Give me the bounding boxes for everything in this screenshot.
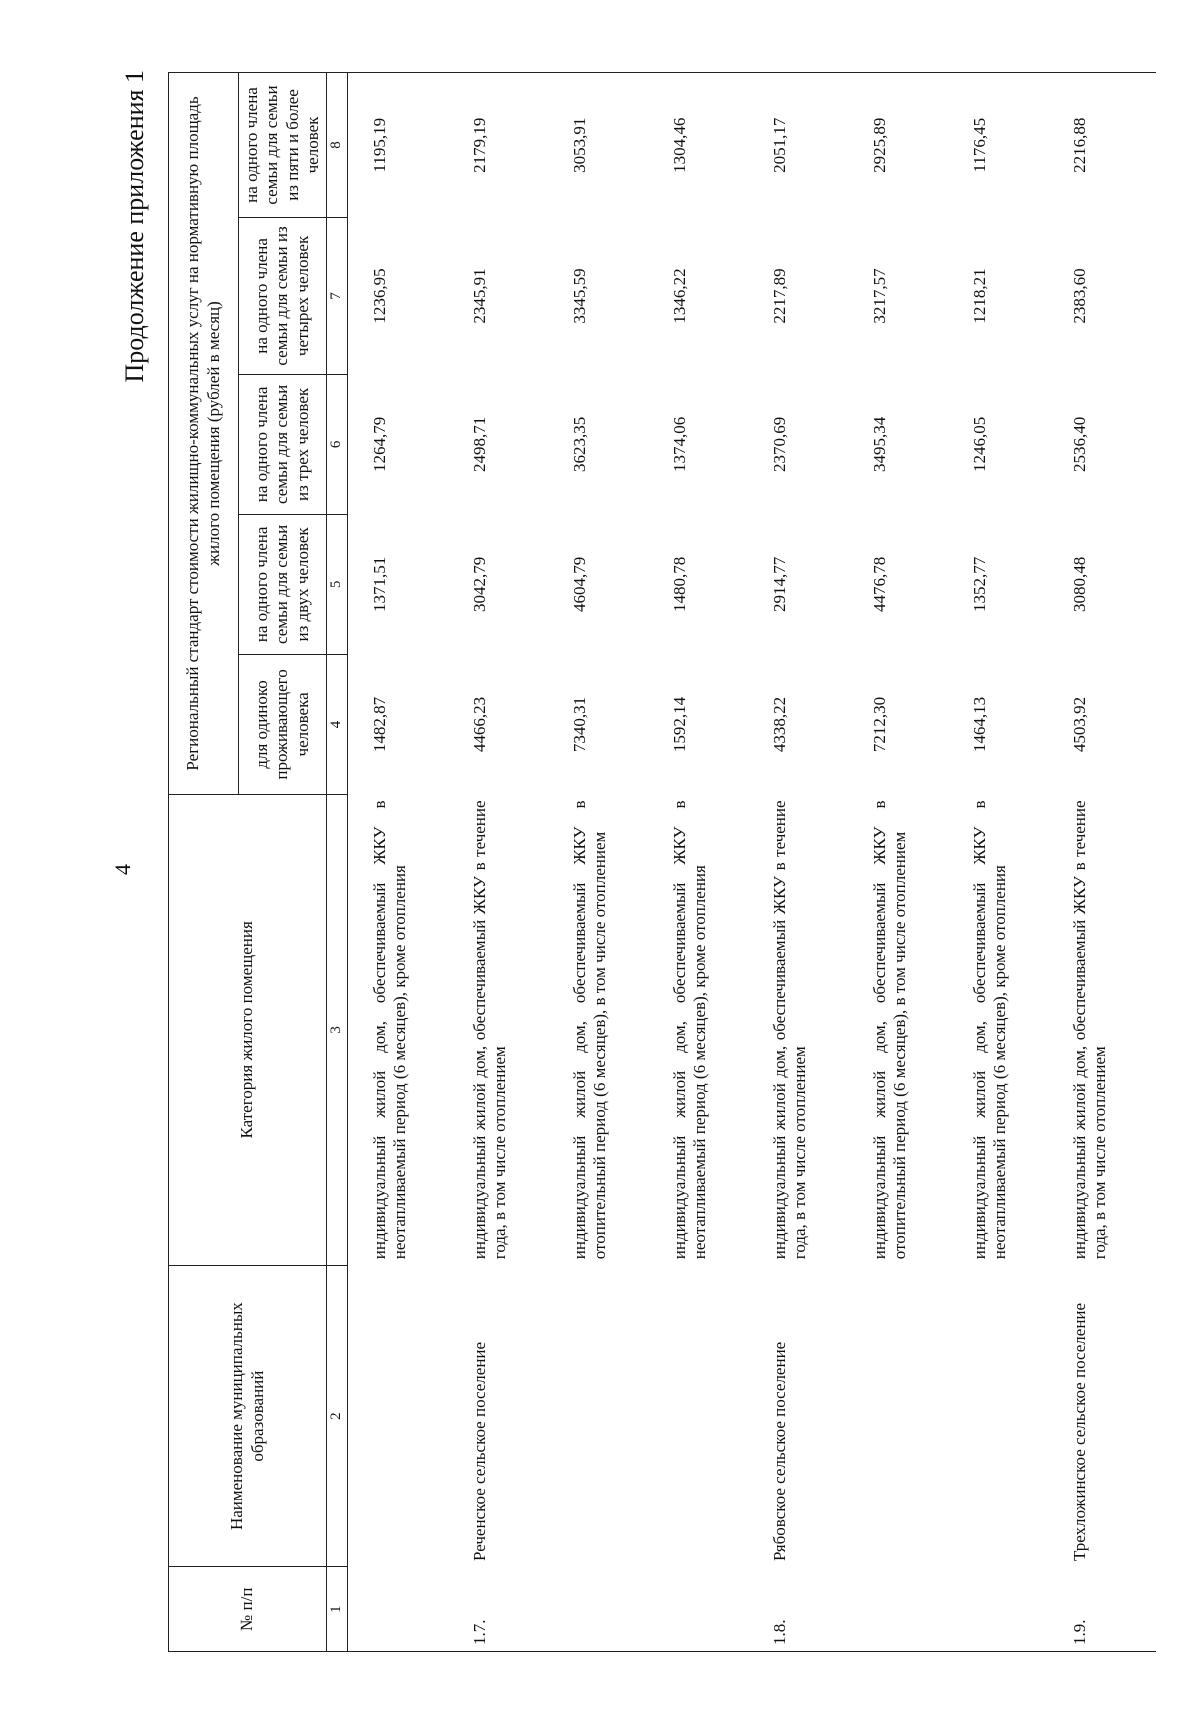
value-four: 2217,89 (769, 268, 789, 324)
municipality-name (856, 1265, 956, 1567)
column-number: 7 (327, 217, 348, 374)
housing-category: индивидуальный жилой дом, обеспечиваемый ЖКУ в неотапливаемый период (6 месяцев), кроме отопления (369, 800, 409, 1260)
value-five-plus: 1195,19 (356, 73, 456, 218)
value-five-plus: 2925,89 (856, 73, 956, 218)
municipality-name (356, 1265, 456, 1567)
header-name: Наименование муниципальных образований (169, 1265, 327, 1567)
value-five-plus: 1176,45 (956, 73, 1056, 218)
value-three: 2536,40 (1069, 416, 1089, 473)
column-number: 6 (327, 374, 348, 514)
header-col8: на одного члена семьи для семьи из пяти и более человек (239, 73, 327, 218)
value-two: 4476,78 (869, 556, 889, 613)
municipality-name (956, 1265, 1056, 1567)
housing-category: индивидуальный жилой дом, обеспечиваемый ЖКУ в отопительный период (6 месяцев), в том числе отоплением (869, 800, 909, 1260)
value-four: 1346,22 (669, 268, 689, 324)
housing-category: индивидуальный жилой дом, обеспечиваемый ЖКУ в неотапливаемый период (6 месяцев), кроме отопления (969, 800, 1009, 1260)
value-two: 3080,48 (1069, 556, 1089, 613)
table-row (656, 73, 756, 1652)
value-single: 7340,31 (569, 696, 589, 753)
row-number (956, 1567, 1056, 1652)
row-number: 1.9. (1056, 1567, 1156, 1652)
municipality-name (556, 1265, 656, 1567)
municipality-name: Реченское сельское поселение (469, 1341, 489, 1561)
column-number-row (327, 73, 348, 1652)
value-three: 2498,71 (469, 416, 489, 473)
row-number: 1.8. (756, 1567, 856, 1652)
value-four: 1236,95 (369, 268, 389, 324)
header-standard: Региональный стандарт стоимости жилищно-коммунальных услуг на нормативную площадь жилого помещения (рублей в месяц) (169, 73, 239, 795)
value-five-plus: 2179,19 (456, 73, 556, 218)
row-number (556, 1567, 656, 1652)
value-single: 4503,92 (1069, 696, 1089, 753)
table-row (1056, 73, 1156, 1652)
housing-category: индивидуальный жилой дом, обеспечиваемый ЖКУ в течение года, в том числе отоплением (769, 800, 809, 1260)
table-row (556, 73, 656, 1652)
header-col5: на одного члена семьи для семьи из двух человек (239, 514, 327, 654)
value-single: 7212,30 (869, 696, 889, 753)
value-four: 1218,21 (969, 268, 989, 324)
value-three: 1374,06 (669, 416, 689, 473)
value-five-plus: 3053,91 (556, 73, 656, 218)
header-num: № п/п (169, 1567, 327, 1652)
value-four: 3217,57 (869, 268, 889, 324)
housing-category: индивидуальный жилой дом, обеспечиваемый ЖКУ в неотапливаемый период (6 месяцев), кроме отопления (669, 800, 709, 1260)
value-two: 2914,77 (769, 556, 789, 613)
table-row (956, 73, 1056, 1652)
value-four: 2383,60 (1069, 268, 1089, 324)
value-two: 4604,79 (569, 556, 589, 613)
value-five-plus: 2216,88 (1056, 73, 1156, 218)
column-number: 4 (327, 654, 348, 794)
table-header (169, 73, 348, 1652)
value-five-plus: 2051,17 (756, 73, 856, 218)
value-three: 3495,34 (869, 416, 889, 473)
value-four: 3345,59 (569, 268, 589, 324)
column-number: 5 (327, 514, 348, 654)
header-category: Категория жилого помещения (169, 794, 327, 1265)
continuation-title: Продолжение приложения 1 (120, 70, 149, 383)
row-number: 1.7. (456, 1567, 556, 1652)
column-number: 8 (327, 73, 348, 218)
value-five-plus: 1304,46 (656, 73, 756, 218)
municipality-name (656, 1265, 756, 1567)
value-three: 1264,79 (369, 416, 389, 473)
row-number (356, 1567, 456, 1652)
housing-category: индивидуальный жилой дом, обеспечиваемый ЖКУ в течение года, в том числе отоплением (469, 800, 509, 1260)
table-row (356, 73, 456, 1652)
table-row (456, 73, 556, 1652)
value-single: 1464,13 (969, 696, 989, 753)
header-col4: для одиноко проживающего человека (239, 654, 327, 794)
housing-category: индивидуальный жилой дом, обеспечиваемый ЖКУ в отопительный период (6 месяцев), в том числе отоплением (569, 800, 609, 1260)
value-three: 2370,69 (769, 416, 789, 473)
page-number: 4 (110, 864, 135, 875)
value-single: 4338,22 (769, 696, 789, 753)
value-three: 1246,05 (969, 416, 989, 473)
row-number (856, 1567, 956, 1652)
value-two: 1371,51 (369, 556, 389, 613)
value-two: 1352,77 (969, 556, 989, 613)
value-single: 4466,23 (469, 696, 489, 753)
value-four: 2345,91 (469, 268, 489, 324)
table-row (856, 73, 956, 1652)
column-number: 1 (327, 1567, 348, 1652)
municipality-name: Рябовское сельское поселение (769, 1341, 789, 1561)
housing-category: индивидуальный жилой дом, обеспечиваемый ЖКУ в течение года, в том числе отоплением (1069, 800, 1109, 1260)
value-single: 1482,87 (369, 696, 389, 753)
table-body (347, 73, 1156, 1652)
column-number: 3 (327, 794, 348, 1265)
header-col7: на одного члена семьи для семьи из четырех человек (239, 217, 327, 374)
value-three: 3623,35 (569, 416, 589, 473)
table-row (756, 73, 856, 1652)
header-col6: на одного члена семьи для семьи из трех человек (239, 374, 327, 514)
housing-standard-table (168, 72, 1156, 1652)
value-single: 1592,14 (669, 696, 689, 753)
value-two: 3042,79 (469, 556, 489, 613)
row-number (656, 1567, 756, 1652)
value-two: 1480,78 (669, 556, 689, 613)
column-number: 2 (327, 1265, 348, 1567)
municipality-name: Трехложинское сельское поселение (1069, 1302, 1089, 1561)
